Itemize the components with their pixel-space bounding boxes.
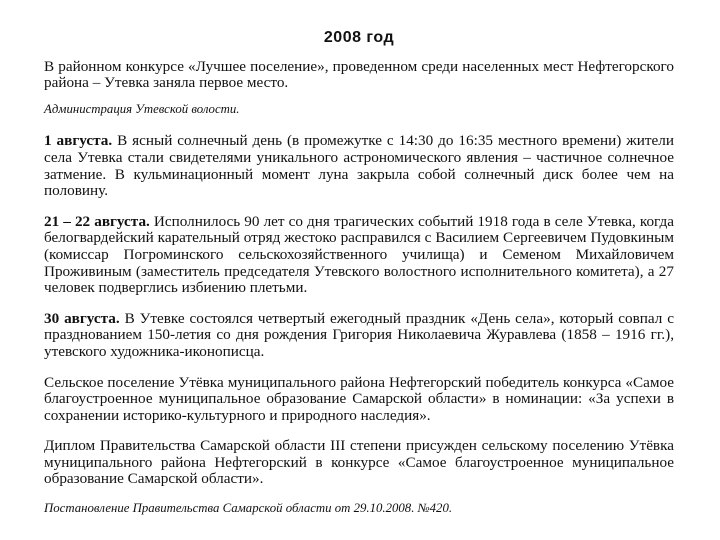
event-text: В ясный солнечный день (в промежутке с 14:30 до 16:35 местного времени) жители села Утевка стали свидетелями уникального астрономического явления – частичное солнечное затмение. В кульминационный момент луна закрыла собой солнечный диск более чем на половину. xyxy=(44,132,674,200)
contest-source: Администрация Утевской волости. xyxy=(44,101,240,116)
diploma-paragraph: Диплом Правительства Самарской области III степени присужден сельскому поселению Утёвка муниципального района Нефтегорский в конкурсе «Самое благоустроенное муниципальное образование Самарской области». xyxy=(44,437,674,488)
event-paragraph-aug30 xyxy=(44,311,674,361)
event-date: 30 августа. xyxy=(44,309,120,327)
winner-paragraph: Сельское поселение Утёвка муниципального района Нефтегорский победитель конкурса «Самое благоустроенное муниципальное образование Самарской области» в номинации: «За успехи в сохранении историко-культурного и природного наследия». xyxy=(44,373,674,424)
event-date: 1 августа. xyxy=(44,132,113,150)
page-title: 2008 год xyxy=(323,29,395,46)
contest-paragraph: В районном конкурсе «Лучшее поселение», проведенном среди населенных мест Нефтегорского района – Утевка заняла первое место. xyxy=(44,57,674,92)
event-paragraph-aug21 xyxy=(44,214,674,297)
event-text: В Утевке состоялся четвертый ежегодный праздник «День села», который совпал с празднованием 150-летия со дня рождения Григория Николаевича Журавлева (1858 – 1916 гг.), утевского художника-иконописца. xyxy=(44,309,674,360)
diploma-source: Постановление Правительства Самарской области от 29.10.2008. №420. xyxy=(44,501,453,516)
document-page xyxy=(44,30,674,517)
event-text: Исполнилось 90 лет со дня трагических событий 1918 года в селе Утевка, когда белогвардейский карательный отряд жестоко расправился с Василием Сергеевичем Пудовкиным (комиссар Погроминского сельскохозяйственного училища) и Семеном Михайловичем Проживиным (заместитель председателя Утевского волостного исполнительного комитета), а 27 человек подверглись избиению плетьми. xyxy=(44,212,674,297)
event-date: 21 – 22 августа. xyxy=(44,212,150,230)
event-paragraph-aug1 xyxy=(44,133,674,199)
